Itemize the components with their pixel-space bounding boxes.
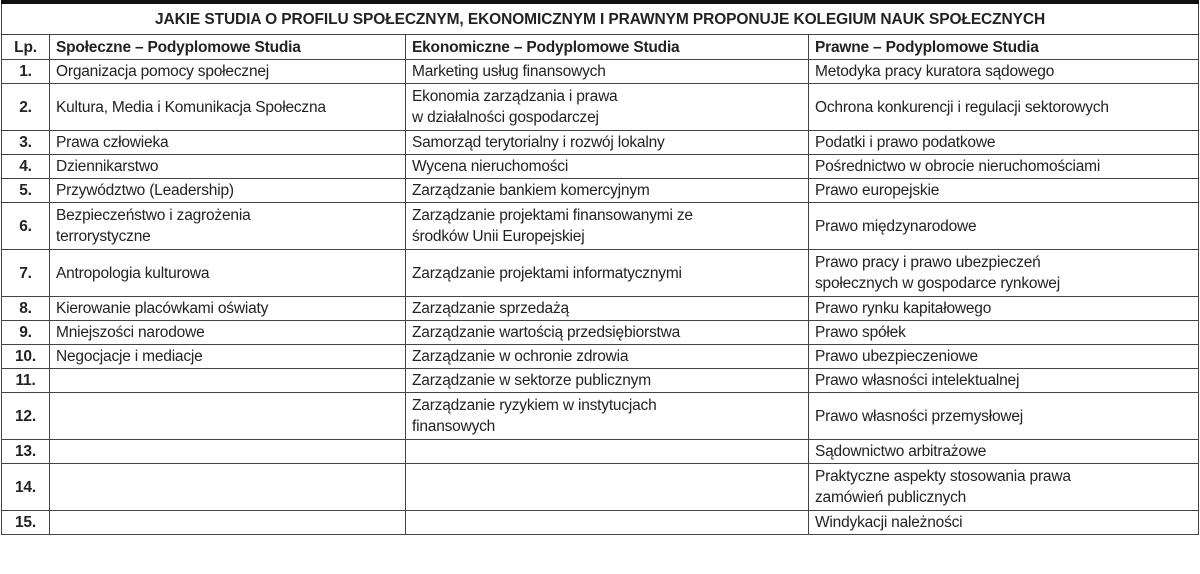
- cell-social-line: Kierowanie placówkami oświaty: [56, 300, 269, 317]
- cell-social: [50, 60, 406, 84]
- cell-legal-line: społecznych w gospodarce rynkowej: [815, 275, 1060, 292]
- cell-economic-line: Zarządzanie sprzedażą: [412, 300, 569, 317]
- cell-economic-line: Zarządzanie w ochronie zdrowia: [412, 348, 629, 365]
- table-row: [2, 369, 1199, 393]
- cell-legal-line: Prawo rynku kapitałowego: [815, 300, 992, 317]
- row-number: 9.: [2, 321, 50, 345]
- table-row: [2, 155, 1199, 179]
- cell-economic-line: Zarządzanie w sektorze publicznym: [412, 372, 651, 389]
- cell-legal-line: Windykacji należności: [815, 514, 963, 531]
- cell-legal: [809, 203, 1199, 250]
- cell-social-line: Przywództwo (Leadership): [56, 182, 234, 199]
- cell-economic: [406, 297, 809, 321]
- cell-social: [50, 250, 406, 297]
- row-number: 14.: [2, 464, 50, 511]
- table-row: [2, 297, 1199, 321]
- row-number: 11.: [2, 369, 50, 393]
- table-row: [2, 60, 1199, 84]
- cell-social-line: terrorystyczne: [56, 228, 151, 245]
- table-row: [2, 179, 1199, 203]
- cell-economic-line: Ekonomia zarządzania i prawa: [412, 88, 618, 105]
- cell-economic-line: finansowych: [412, 418, 496, 435]
- header-row: [2, 35, 1199, 60]
- header-legal: Prawne – Podyplomowe Studia: [809, 35, 1199, 60]
- cell-economic-line: Marketing usług finansowych: [412, 63, 606, 80]
- cell-legal: [809, 60, 1199, 84]
- cell-economic: [406, 369, 809, 393]
- table-row: [2, 511, 1199, 535]
- cell-social: [50, 440, 406, 464]
- table-title: JAKIE STUDIA O PROFILU SPOŁECZNYM, EKONOMICZNYM I PRAWNYM PROPONUJE KOLEGIUM NAUK SPOŁECZNYCH: [2, 2, 1199, 35]
- cell-legal-line: zamówień publicznych: [815, 489, 967, 506]
- cell-legal: [809, 369, 1199, 393]
- cell-economic: [406, 393, 809, 440]
- cell-legal: [809, 511, 1199, 535]
- cell-legal-line: Sądownictwo arbitrażowe: [815, 443, 987, 460]
- cell-social: [50, 321, 406, 345]
- cell-legal-line: Podatki i prawo podatkowe: [815, 134, 996, 151]
- cell-social-line: Negocjacje i mediacje: [56, 348, 203, 365]
- cell-social: [50, 84, 406, 131]
- cell-social: [50, 203, 406, 250]
- table-row: [2, 131, 1199, 155]
- cell-legal-line: Ochrona konkurencji i regulacji sektorowych: [815, 98, 1109, 116]
- table-row: [2, 250, 1199, 297]
- cell-social: [50, 369, 406, 393]
- cell-economic: [406, 440, 809, 464]
- cell-legal: [809, 250, 1199, 297]
- header-social: Społeczne – Podyplomowe Studia: [50, 35, 406, 60]
- title-row: [2, 2, 1199, 35]
- cell-economic: [406, 345, 809, 369]
- cell-legal: [809, 155, 1199, 179]
- row-number: 8.: [2, 297, 50, 321]
- table-row: [2, 464, 1199, 511]
- cell-legal: [809, 84, 1199, 131]
- cell-economic-line: Zarządzanie projektami informatycznymi: [412, 264, 682, 282]
- table-body: [2, 60, 1199, 535]
- cell-social: [50, 131, 406, 155]
- cell-legal-line: Praktyczne aspekty stosowania prawa: [815, 468, 1071, 485]
- cell-legal-line: Prawo ubezpieczeniowe: [815, 348, 978, 365]
- study-programs-table: [1, 0, 1199, 535]
- row-number: 13.: [2, 440, 50, 464]
- cell-economic-line: w działalności gospodarczej: [412, 109, 599, 126]
- cell-economic: [406, 155, 809, 179]
- cell-economic: [406, 250, 809, 297]
- cell-legal-line: Prawo własności przemysłowej: [815, 407, 1024, 425]
- table-row: [2, 84, 1199, 131]
- cell-economic: [406, 321, 809, 345]
- cell-legal: [809, 131, 1199, 155]
- cell-social-line: Dziennikarstwo: [56, 158, 159, 175]
- row-number: 4.: [2, 155, 50, 179]
- cell-legal: [809, 440, 1199, 464]
- cell-legal: [809, 464, 1199, 511]
- table-row: [2, 203, 1199, 250]
- row-number: 15.: [2, 511, 50, 535]
- cell-social: [50, 345, 406, 369]
- row-number: 5.: [2, 179, 50, 203]
- cell-legal-line: Prawo europejskie: [815, 182, 940, 199]
- row-number: 1.: [2, 60, 50, 84]
- row-number: 12.: [2, 393, 50, 440]
- cell-social: [50, 179, 406, 203]
- row-number: 10.: [2, 345, 50, 369]
- cell-social-line: Mniejszości narodowe: [56, 324, 205, 341]
- cell-social-line: Bezpieczeństwo i zagrożenia: [56, 207, 251, 224]
- cell-economic-line: Samorząd terytorialny i rozwój lokalny: [412, 134, 665, 151]
- cell-social-line: Organizacja pomocy społecznej: [56, 63, 270, 80]
- row-number: 6.: [2, 203, 50, 250]
- cell-legal: [809, 179, 1199, 203]
- cell-economic: [406, 511, 809, 535]
- cell-economic: [406, 179, 809, 203]
- cell-social: [50, 297, 406, 321]
- cell-economic: [406, 464, 809, 511]
- cell-legal: [809, 321, 1199, 345]
- cell-economic: [406, 131, 809, 155]
- cell-legal-line: Pośrednictwo w obrocie nieruchomościami: [815, 158, 1101, 175]
- table-row: [2, 393, 1199, 440]
- cell-economic-line: Zarządzanie bankiem komercyjnym: [412, 182, 650, 199]
- cell-economic-line: Zarządzanie ryzykiem w instytucjach: [412, 397, 657, 414]
- cell-social-line: Antropologia kulturowa: [56, 264, 210, 282]
- row-number: 3.: [2, 131, 50, 155]
- cell-social-line: Kultura, Media i Komunikacja Społeczna: [56, 98, 326, 116]
- cell-economic-line: Zarządzanie projektami finansowanymi ze: [412, 207, 693, 224]
- header-economic: Ekonomiczne – Podyplomowe Studia: [406, 35, 809, 60]
- cell-economic: [406, 203, 809, 250]
- cell-legal: [809, 393, 1199, 440]
- cell-legal-line: Prawo pracy i prawo ubezpieczeń: [815, 254, 1041, 271]
- table-row: [2, 321, 1199, 345]
- cell-social: [50, 155, 406, 179]
- cell-social: [50, 464, 406, 511]
- row-number: 2.: [2, 84, 50, 131]
- cell-legal: [809, 345, 1199, 369]
- cell-economic: [406, 60, 809, 84]
- cell-social-line: Prawa człowieka: [56, 134, 169, 151]
- cell-social: [50, 511, 406, 535]
- table-row: [2, 440, 1199, 464]
- cell-legal: [809, 297, 1199, 321]
- cell-economic-line: środków Unii Europejskiej: [412, 228, 585, 245]
- cell-legal-line: Prawo międzynarodowe: [815, 217, 977, 235]
- header-lp: Lp.: [2, 35, 50, 60]
- row-number: 7.: [2, 250, 50, 297]
- table-row: [2, 345, 1199, 369]
- cell-legal-line: Prawo spółek: [815, 324, 906, 341]
- cell-legal-line: Prawo własności intelektualnej: [815, 372, 1020, 389]
- cell-legal-line: Metodyka pracy kuratora sądowego: [815, 63, 1055, 80]
- cell-economic-line: Zarządzanie wartością przedsiębiorstwa: [412, 324, 681, 341]
- cell-economic: [406, 84, 809, 131]
- cell-economic-line: Wycena nieruchomości: [412, 158, 569, 175]
- cell-social: [50, 393, 406, 440]
